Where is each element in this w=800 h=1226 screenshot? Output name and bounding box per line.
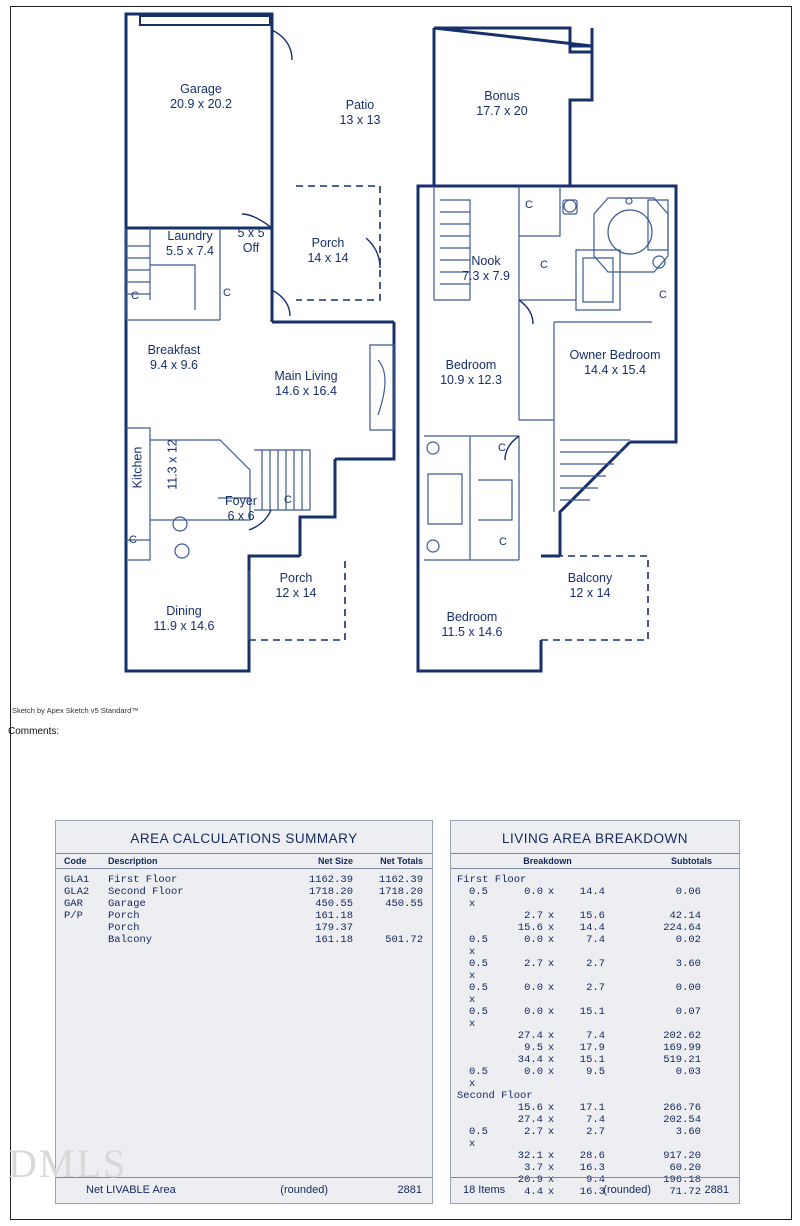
closet-label: C [223, 287, 231, 299]
watermark: DMLS [8, 1141, 128, 1186]
footer-label: Net LIVABLE Area [86, 1184, 176, 1196]
table-row [451, 1114, 739, 1126]
cell-b: 14.4 [579, 922, 605, 934]
room-dims: 6 x 6 [227, 509, 255, 523]
cell-b: 15.1 [579, 1054, 605, 1066]
living-breakdown-header-row [451, 853, 739, 869]
room-label-kitchen [131, 438, 146, 498]
closet-label: C [540, 259, 548, 271]
header-description: Description [108, 856, 158, 866]
cell-net-size: 161.18 [315, 910, 353, 922]
room-dims: 11.3 x 12 [165, 439, 180, 490]
room-dims: 14.6 x 16.4 [275, 384, 337, 398]
cell-net-totals [353, 922, 431, 934]
cell-times: x [547, 1114, 555, 1126]
cell-a: 4.4 [524, 1186, 543, 1198]
cell-code [56, 922, 108, 934]
room-label-bonus [440, 89, 564, 119]
cell-b: 15.6 [579, 910, 605, 922]
cell-factor [451, 1054, 497, 1066]
cell-times: x [547, 1066, 555, 1078]
cell-subtotal: 917.20 [663, 1150, 701, 1162]
cell-description: Balcony [108, 934, 153, 946]
cell-description: Garage [108, 898, 146, 910]
header-net-totals: Net Totals [380, 856, 423, 866]
cell-a: 15.6 [517, 1102, 543, 1114]
living-breakdown-rows [451, 869, 739, 1198]
cell-b: 16.3 [579, 1162, 605, 1174]
room-label-patio [300, 98, 420, 128]
room-label-nook [443, 254, 529, 284]
cell-net-totals: 1162.39 [378, 874, 423, 886]
closet-label: C [131, 290, 139, 302]
closet-marker [495, 441, 509, 456]
closet-label: C [284, 494, 292, 506]
room-label-garage [136, 82, 266, 112]
table-row [56, 874, 432, 886]
cell-factor [451, 1162, 497, 1174]
room-dims: 17.7 x 20 [476, 104, 528, 118]
closet-label: C [525, 199, 533, 211]
table-row [451, 1126, 739, 1150]
cell-a: 0.0 [524, 1006, 543, 1018]
cell-a: 15.6 [517, 922, 543, 934]
room-label-dining [134, 604, 234, 634]
cell-factor [451, 1030, 497, 1042]
cell-factor [451, 1042, 497, 1054]
cell-factor: 0.5 x [469, 1006, 488, 1030]
table-row [451, 1006, 739, 1030]
cell-a: 34.4 [517, 1054, 543, 1066]
cell-times: x [547, 886, 555, 898]
cell-a: 27.4 [517, 1030, 543, 1042]
table-row [451, 886, 739, 910]
cell-factor [451, 1102, 497, 1114]
cell-b: 17.1 [579, 1102, 605, 1114]
sketch-credit: Sketch by Apex Sketch v5 Standard™ [12, 706, 139, 715]
cell-a: 9.5 [524, 1042, 543, 1054]
closet-marker [281, 493, 295, 508]
cell-times: x [547, 1006, 555, 1018]
cell-times: x [547, 1174, 555, 1186]
cell-factor [451, 1114, 497, 1126]
cell-subtotal: 202.54 [663, 1114, 701, 1126]
room-name: Laundry [167, 229, 213, 243]
table-row [451, 1066, 739, 1090]
cell-a: 2.7 [524, 1126, 543, 1138]
living-breakdown-title: LIVING AREA BREAKDOWN [501, 831, 689, 846]
room-label-balcony [548, 571, 632, 601]
room-dims: 20.9 x 20.2 [170, 97, 232, 111]
room-label-porch-lower [254, 571, 338, 601]
section-header: Second Floor [457, 1090, 533, 1102]
room-dims: 10.9 x 12.3 [440, 373, 502, 387]
cell-a: 27.4 [517, 1114, 543, 1126]
table-row [451, 1054, 739, 1066]
cell-subtotal: 0.00 [675, 982, 701, 994]
cell-net-size: 161.18 [315, 934, 353, 946]
closet-label: C [659, 289, 667, 301]
table-row [451, 934, 739, 958]
cell-a: 3.7 [524, 1162, 543, 1174]
room-label-porch-upper [286, 236, 370, 266]
room-dims: 12 x 14 [275, 586, 317, 600]
room-dims: 11.5 x 14.6 [441, 625, 503, 639]
cell-times: x [547, 1042, 555, 1054]
cell-subtotal: 0.06 [675, 886, 701, 898]
room-name: Main Living [274, 369, 338, 383]
room-name: Dining [166, 604, 202, 618]
room-name: Porch [311, 236, 345, 250]
room-name: Bedroom [445, 358, 497, 372]
cell-factor: 0.5 x [469, 958, 488, 982]
cell-a: 20.9 [517, 1174, 543, 1186]
living-area-breakdown-table [450, 820, 740, 1204]
cell-net-size: 1718.20 [308, 886, 353, 898]
cell-times: x [547, 1126, 555, 1138]
table-row [56, 922, 432, 934]
room-label-bedroom-upper [419, 358, 523, 388]
cell-subtotal: 3.60 [675, 958, 701, 970]
cell-factor: 0.5 x [469, 934, 488, 958]
cell-factor [451, 922, 497, 934]
table-row [451, 982, 739, 1006]
cell-a: 0.0 [524, 886, 543, 898]
footer-value: 2881 [397, 1184, 422, 1196]
header-subtotals: Subtotals [670, 856, 712, 866]
cell-net-size: 179.37 [315, 922, 353, 934]
cell-b: 7.4 [586, 1030, 605, 1042]
room-label-breakfast [124, 343, 224, 373]
cell-net-size: 450.55 [315, 898, 353, 910]
cell-times: x [547, 958, 555, 970]
table-row [56, 910, 432, 922]
room-name: Foyer [225, 494, 257, 508]
cell-b: 14.4 [579, 886, 605, 898]
room-label-owner-bedroom [563, 348, 667, 378]
cell-factor: 0.5 x [469, 1066, 488, 1090]
cell-factor [451, 1150, 497, 1162]
room-label-kitchen-dims [166, 429, 181, 501]
cell-b: 7.4 [586, 1114, 605, 1126]
cell-factor: 0.5 x [469, 886, 488, 910]
cell-subtotal: 519.21 [663, 1054, 701, 1066]
cell-net-size: 1162.39 [308, 874, 353, 886]
footer-note: (rounded) [280, 1184, 328, 1196]
cell-times: x [547, 1150, 555, 1162]
cell-b: 17.9 [579, 1042, 605, 1054]
cell-factor [451, 910, 497, 922]
cell-times: x [547, 982, 555, 994]
closet-label: C [129, 534, 137, 546]
room-label-laundry [147, 229, 233, 259]
footer-note: (rounded) [603, 1184, 651, 1196]
closet-marker [220, 286, 234, 301]
cell-code: GLA2 [64, 886, 90, 898]
cell-a: 32.1 [517, 1150, 543, 1162]
table-row [451, 1102, 739, 1114]
room-name: Breakfast [147, 343, 201, 357]
cell-code: GLA1 [64, 874, 90, 886]
closet-marker [128, 289, 142, 304]
footer-label: 18 Items [463, 1184, 506, 1196]
room-dims: 13 x 13 [339, 113, 381, 127]
cell-subtotal: 266.76 [663, 1102, 701, 1114]
room-dims: 14 x 14 [307, 251, 349, 265]
cell-subtotal: 60.20 [669, 1162, 701, 1174]
closet-marker [656, 288, 670, 303]
cell-a: 2.7 [524, 958, 543, 970]
footer-value: 2881 [704, 1184, 729, 1196]
cell-net-totals: 1718.20 [378, 886, 423, 898]
closet-label: C [498, 442, 506, 454]
cell-subtotal: 0.03 [675, 1066, 701, 1078]
table-row [56, 898, 432, 910]
cell-times: x [547, 1030, 555, 1042]
header-code: Code [64, 856, 87, 866]
section-header: First Floor [457, 874, 527, 886]
room-name: Patio [345, 98, 375, 112]
area-summary-header-row [56, 853, 432, 869]
cell-times: x [547, 1186, 555, 1198]
room-name: 5 x 5 [237, 226, 265, 240]
cell-b: 2.7 [586, 958, 605, 970]
cell-b: 7.4 [586, 934, 605, 946]
cell-a: 0.0 [524, 934, 543, 946]
comments-label: Comments: [8, 726, 60, 737]
cell-times: x [547, 910, 555, 922]
cell-b: 16.3 [579, 1186, 605, 1198]
cell-a: 2.7 [524, 910, 543, 922]
cell-description: Second Floor [108, 886, 184, 898]
cell-description: Porch [108, 910, 140, 922]
cell-factor: 0.5 x [469, 1126, 488, 1150]
area-summary-title: AREA CALCULATIONS SUMMARY [130, 831, 358, 846]
cell-times: x [547, 1102, 555, 1114]
room-name: Owner Bedroom [569, 348, 661, 362]
area-summary-rows [56, 869, 432, 946]
cell-description: First Floor [108, 874, 178, 886]
closet-marker [522, 198, 536, 213]
table-row [451, 958, 739, 982]
room-name: Bedroom [446, 610, 498, 624]
room-label-foyer [204, 494, 278, 524]
room-name: Kitchen [130, 446, 145, 489]
cell-subtotal: 224.64 [663, 922, 701, 934]
cell-b: 9.4 [586, 1174, 605, 1186]
header-breakdown: Breakdown [523, 856, 572, 866]
cell-times: x [547, 922, 555, 934]
cell-subtotal: 71.72 [669, 1186, 701, 1198]
room-dims: 11.9 x 14.6 [153, 619, 215, 633]
cell-subtotal: 0.07 [675, 1006, 701, 1018]
cell-code [56, 934, 108, 946]
room-label-office [225, 226, 277, 256]
table-row [56, 886, 432, 898]
room-dims: 14.4 x 15.4 [584, 363, 646, 377]
cell-b: 2.7 [586, 982, 605, 994]
cell-subtotal: 196.18 [663, 1174, 701, 1186]
cell-subtotal: 42.14 [669, 910, 701, 922]
header-net-size: Net Size [317, 856, 353, 866]
cell-times: x [547, 1162, 555, 1174]
table-row [451, 1162, 739, 1174]
closet-marker [126, 533, 140, 548]
cell-factor: 0.5 x [469, 982, 488, 1006]
table-row [451, 1030, 739, 1042]
cell-subtotal: 0.02 [675, 934, 701, 946]
room-label-main-living [248, 369, 364, 399]
cell-net-totals: 450.55 [385, 898, 423, 910]
closet-marker [496, 535, 510, 550]
cell-code: GAR [64, 898, 83, 910]
cell-a: 0.0 [524, 982, 543, 994]
cell-subtotal: 202.62 [663, 1030, 701, 1042]
closet-label: C [499, 536, 507, 548]
cell-a: 0.0 [524, 1066, 543, 1078]
cell-times: x [547, 1054, 555, 1066]
cell-b: 28.6 [579, 1150, 605, 1162]
cell-subtotal: 169.99 [663, 1042, 701, 1054]
cell-subtotal: 3.60 [675, 1126, 701, 1138]
living-breakdown-footer [451, 1177, 739, 1203]
table-row [56, 934, 432, 946]
table-row [451, 922, 739, 934]
room-dims: 9.4 x 9.6 [150, 358, 198, 372]
room-dims: Off [242, 241, 260, 255]
room-name: Garage [180, 82, 222, 96]
cell-code: P/P [64, 910, 83, 922]
cell-times: x [547, 934, 555, 946]
room-label-bedroom-lower [420, 610, 524, 640]
room-dims: 7.3 x 7.9 [462, 269, 510, 283]
room-dims: 5.5 x 7.4 [166, 244, 214, 258]
cell-b: 15.1 [579, 1006, 605, 1018]
room-name: Nook [471, 254, 501, 268]
table-row [451, 1150, 739, 1162]
room-name: Balcony [567, 571, 613, 585]
cell-net-totals [353, 910, 431, 922]
table-row [451, 1042, 739, 1054]
room-name: Porch [279, 571, 313, 585]
cell-net-totals: 501.72 [385, 934, 423, 946]
cell-b: 9.5 [586, 1066, 605, 1078]
room-name: Bonus [484, 89, 520, 103]
cell-description: Porch [108, 922, 140, 934]
cell-b: 2.7 [586, 1126, 605, 1138]
room-dims: 12 x 14 [569, 586, 611, 600]
closet-marker [537, 258, 551, 273]
table-row [451, 910, 739, 922]
